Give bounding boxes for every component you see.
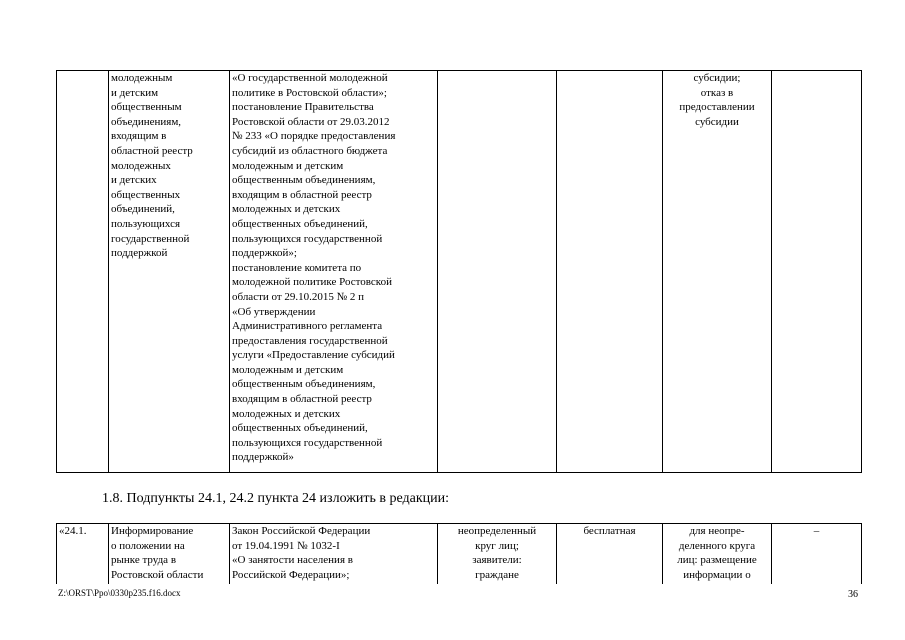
cell-text-line: поддержкой»; [232,247,297,260]
cell-text-line: заявители: [472,554,522,567]
cell-text-line: молодежным [111,72,173,84]
amendment-table [56,523,862,584]
cell-text-line: входящим в областной реестр [232,188,372,201]
cell-text-line: молодежных [111,159,171,172]
cell-text-line: деленного круга [678,539,756,552]
cell-text-line: входящим в [111,130,167,143]
page-number: 36 [848,589,858,600]
cell-text-line: субсидии [695,115,739,128]
cell-text-line: «24.1. [59,525,87,537]
table-cell-payment [557,71,663,473]
cell-text-line: граждане [475,568,519,581]
cell-text-line: бесплатная [583,525,636,537]
table-cell-service [109,524,230,585]
cell-text-line: и детским [111,86,159,99]
cell-text-line: общественным [111,101,182,114]
cell-text-line: неопределенный [457,525,537,537]
cell-text-line: рынке труда в [111,554,177,567]
cell-text-line: круг лиц; [475,539,519,552]
cell-text-line: общественным объединениям, [232,378,376,391]
cell-text-line: молодежной политике Ростовской [232,276,392,289]
table-cell-payment [557,524,663,585]
cell-text-line: «О государственной молодежной [232,72,388,84]
cell-text-line: общественным объединениям, [232,174,376,187]
cell-text-line: пользующихся государственной [232,436,383,449]
table-cell-applicants [438,524,557,585]
cell-text-line: пользующихся [111,217,181,230]
table-cell-notes [772,524,862,585]
cell-text-line: поддержкой» [232,451,294,464]
cell-text-line: общественных объединений, [232,217,368,230]
cell-text-line: отказ в [700,86,734,99]
table-cell-number [57,71,109,473]
table-cell-applicants [438,71,557,473]
cell-text-line: предоставления государственной [232,334,388,347]
cell-text-line: политике в Ростовской области»; [232,86,387,99]
cell-text-line: предоставлении [679,101,755,114]
cell-text-line: постановление Правительства [232,101,374,114]
cell-text-line: Российской Федерации»; [232,568,350,581]
cell-text-line: Административного регламента [232,320,383,333]
cell-text-line: общественных [111,188,181,201]
cell-text-line: от 19.04.1991 № 1032-I [232,539,340,552]
cell-text-line: «Об утверждении [232,305,316,318]
cell-text-line: молодежным и детским [232,363,344,376]
table-cell-result [663,71,772,473]
table-row [57,524,862,585]
table-cell-legal-basis [230,524,438,585]
cell-text-line: входящим в областной реестр [232,393,372,406]
cell-text-line: Закон Российской Федерации [232,525,371,537]
footer-file-path: Z:\ORST\Ppo\0330p235.f16.docx [58,588,181,598]
cell-text-line: Ростовской области [111,568,204,581]
cell-text-line: «О занятости населения в [232,554,353,567]
cell-text-line: № 233 «О порядке предоставления [232,130,396,143]
table-cell-number [57,524,109,585]
table-cell-recipient [109,71,230,473]
cell-text-line: объединений, [111,203,175,216]
cell-text-line: информации о [683,568,751,581]
cell-text-line: субсидии; [693,72,741,84]
cell-text-line: Информирование [111,525,194,537]
cell-text-line: для неопре- [689,525,745,537]
cell-text-line: поддержкой [111,247,168,260]
table-cell-result [663,524,772,585]
cell-text-line: субсидий из областного бюджета [232,144,388,157]
table-cell-legal-basis [230,71,438,473]
cell-text-line: молодежных и детских [232,407,341,420]
cell-text-line: объединениям, [111,115,182,128]
cell-text-line: о положении на [111,539,185,552]
cell-text-line: постановление комитета по [232,261,362,274]
cell-text-line: государственной [111,232,190,245]
cell-text-line: услуги «Предоставление субсидий [232,349,395,362]
cell-text-line: пользующихся государственной [232,232,383,245]
amendment-paragraph: 1.8. Подпункты 24.1, 24.2 пункта 24 изложить в редакции: [102,491,450,506]
table-cell-notes [772,71,862,473]
cell-text-line: и детских [111,174,157,187]
continued-table [56,70,862,473]
cell-text-line: Ростовской области от 29.03.2012 [232,115,390,128]
cell-text-line: области от 29.10.2015 № 2 п [232,290,365,303]
cell-text-line: общественных объединений, [232,422,368,435]
cell-text-line: лиц: размещение [677,554,757,567]
table-row [57,71,862,473]
cell-text-line: молодежным и детским [232,159,344,172]
cell-text-line: областной реестр [111,144,193,157]
cell-text-line: молодежных и детских [232,203,341,216]
cell-text-line: – [813,525,820,537]
